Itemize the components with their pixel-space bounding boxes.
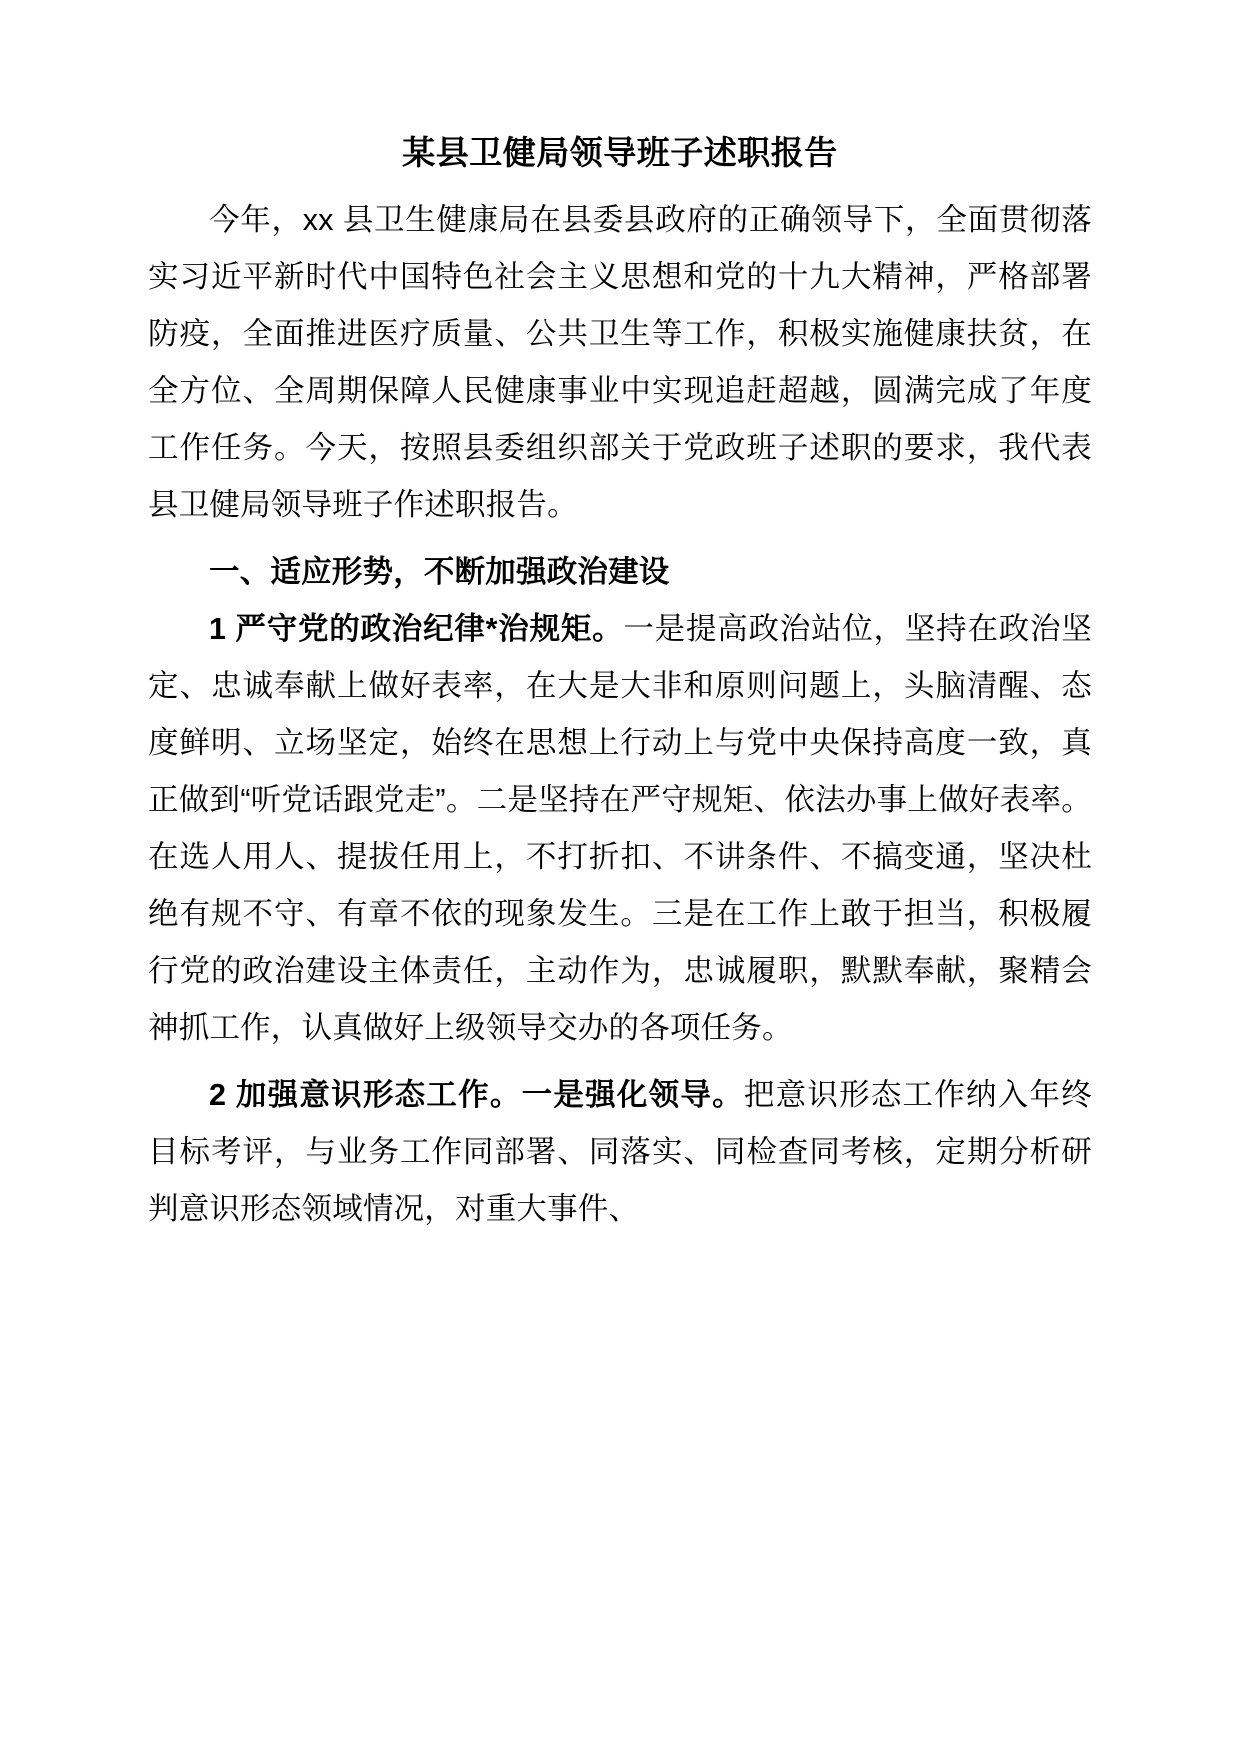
spacer <box>148 534 1092 544</box>
paragraph-item-1-text: 一是提高政治站位，坚持在政治坚定、忠诚奉献上做好表率，在大是大非和原则问题上，头脑清醒、态度鲜明、立场坚定，始终在思想上行动上与党中央保持高度一致，真正做到“听党话跟党走”。二是坚持在严守规矩、依法办事上做好表率。在选人用人、提拔任用上，不打折扣、不讲条件、不搞变通，坚决杜绝有规不守、有章不依的现象发生。三是在工作上敢于担当，积极履行党的政治建设主体责任，主动作为，忠诚履职，默默奉献，聚精会神抓工作，认真做好上级领导交办的各项任务。 <box>148 611 1092 1045</box>
section-heading-1: 一、适应形势，不断加强政治建设 <box>209 554 670 589</box>
paragraph-item-2 <box>148 1067 1092 1238</box>
paragraph-intro <box>148 192 1092 534</box>
paragraph-item-2-text: 把意识形态工作纳入年终目标考评，与业务工作同部署、同落实、同检查同考核，定期分析研判意识形态领域情况，对重大事件、 <box>148 1077 1092 1226</box>
paragraph-intro-text: 今年，xx 县卫生健康局在县委县政府的正确领导下，全面贯彻落实习近平新时代中国特色社会主义思想和党的十九大精神，严格部署防疫，全面推进医疗质量、公共卫生等工作，积极实施健康扶贫，在全方位、全周期保障人民健康事业中实现追赶超越，圆满完成了年度工作任务。今天，按照县委组织部关于党政班子述职的要求，我代表县卫健局领导班子作述职报告。 <box>148 202 1092 522</box>
spacer <box>148 1057 1092 1067</box>
page-title: 某县卫健局领导班子述职报告 <box>402 134 838 171</box>
paragraph-item-1-lead: 1 严守党的政治纪律*治规矩。 <box>209 611 624 646</box>
paragraph-item-2-lead: 2 加强意识形态工作。一是强化领导。 <box>209 1077 744 1112</box>
paragraph-item-1 <box>148 601 1092 1057</box>
